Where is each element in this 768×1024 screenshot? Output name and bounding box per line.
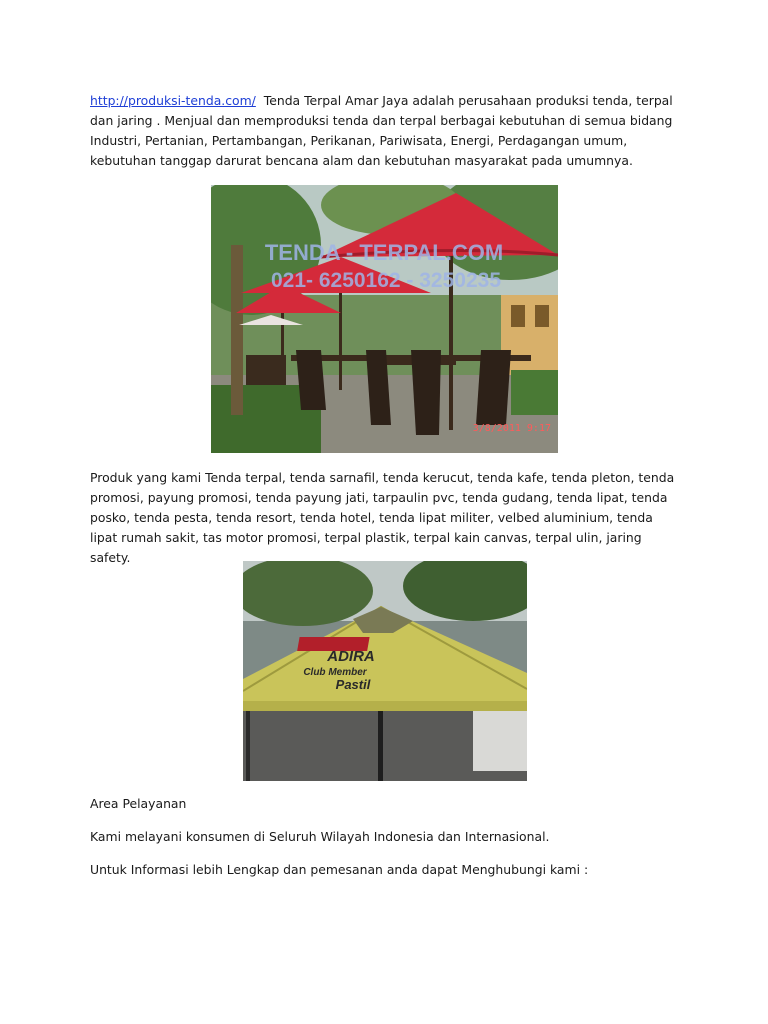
products-paragraph xyxy=(90,468,680,568)
intro-text: Tenda Terpal Amar Jaya adalah perusahaan produksi tenda, terpal dan jaring . Menjual dan memproduksi tenda dan terpal berbagai kebutuhan di semua bidang Industri, Pertanian, Pertambangan, Perikanan, Pariwisata, Energi, Perdagangan umum, kebutuhan tanggap darurat bencana alam dan kebutuhan masyarakat pada umumnya. xyxy=(90,93,673,168)
umbrella-line2: Pastil xyxy=(335,677,371,692)
service-area-text: Kami melayani konsumen di Seluruh Wilayah Indonesia dan Internasional. xyxy=(90,829,550,844)
cafe-umbrella-image xyxy=(211,185,558,453)
website-link[interactable]: http://produksi-tenda.com/ xyxy=(90,93,256,108)
umbrella-brand: ADIRA xyxy=(327,648,375,665)
promo-umbrella-image xyxy=(243,561,527,781)
intro-paragraph xyxy=(90,91,680,171)
photo-watermark-line1: TENDA - TERPAL.COM xyxy=(264,240,504,265)
photo-watermark-line2: 021- 6250162 - 3250235 xyxy=(270,269,502,292)
promo-umbrella-photo xyxy=(243,561,527,781)
photo-timestamp: 3/8/2011 9:17 xyxy=(472,423,551,434)
contact-text: Untuk Informasi lebih Lengkap dan pemesanan anda dapat Menghubungi kami : xyxy=(90,862,589,877)
products-text: Produk yang kami Tenda terpal, tenda sarnafil, tenda kerucut, tenda kafe, tenda pleton, tenda promosi, payung promosi, tenda payung jati, tarpaulin pvc, tenda gudang, tenda lipat, tenda posko, tenda pesta, tenda resort, tenda hotel, tenda lipat militer, velbed aluminium, tenda lipat rumah sakit, tas motor promosi, terpal plastik, terpal kain canvas, terpal ulin, jaring safety. xyxy=(90,470,675,565)
umbrella-line1: Club Member xyxy=(303,667,367,678)
service-area-heading: Area Pelayanan xyxy=(90,796,187,811)
cafe-umbrella-photo xyxy=(211,185,558,453)
